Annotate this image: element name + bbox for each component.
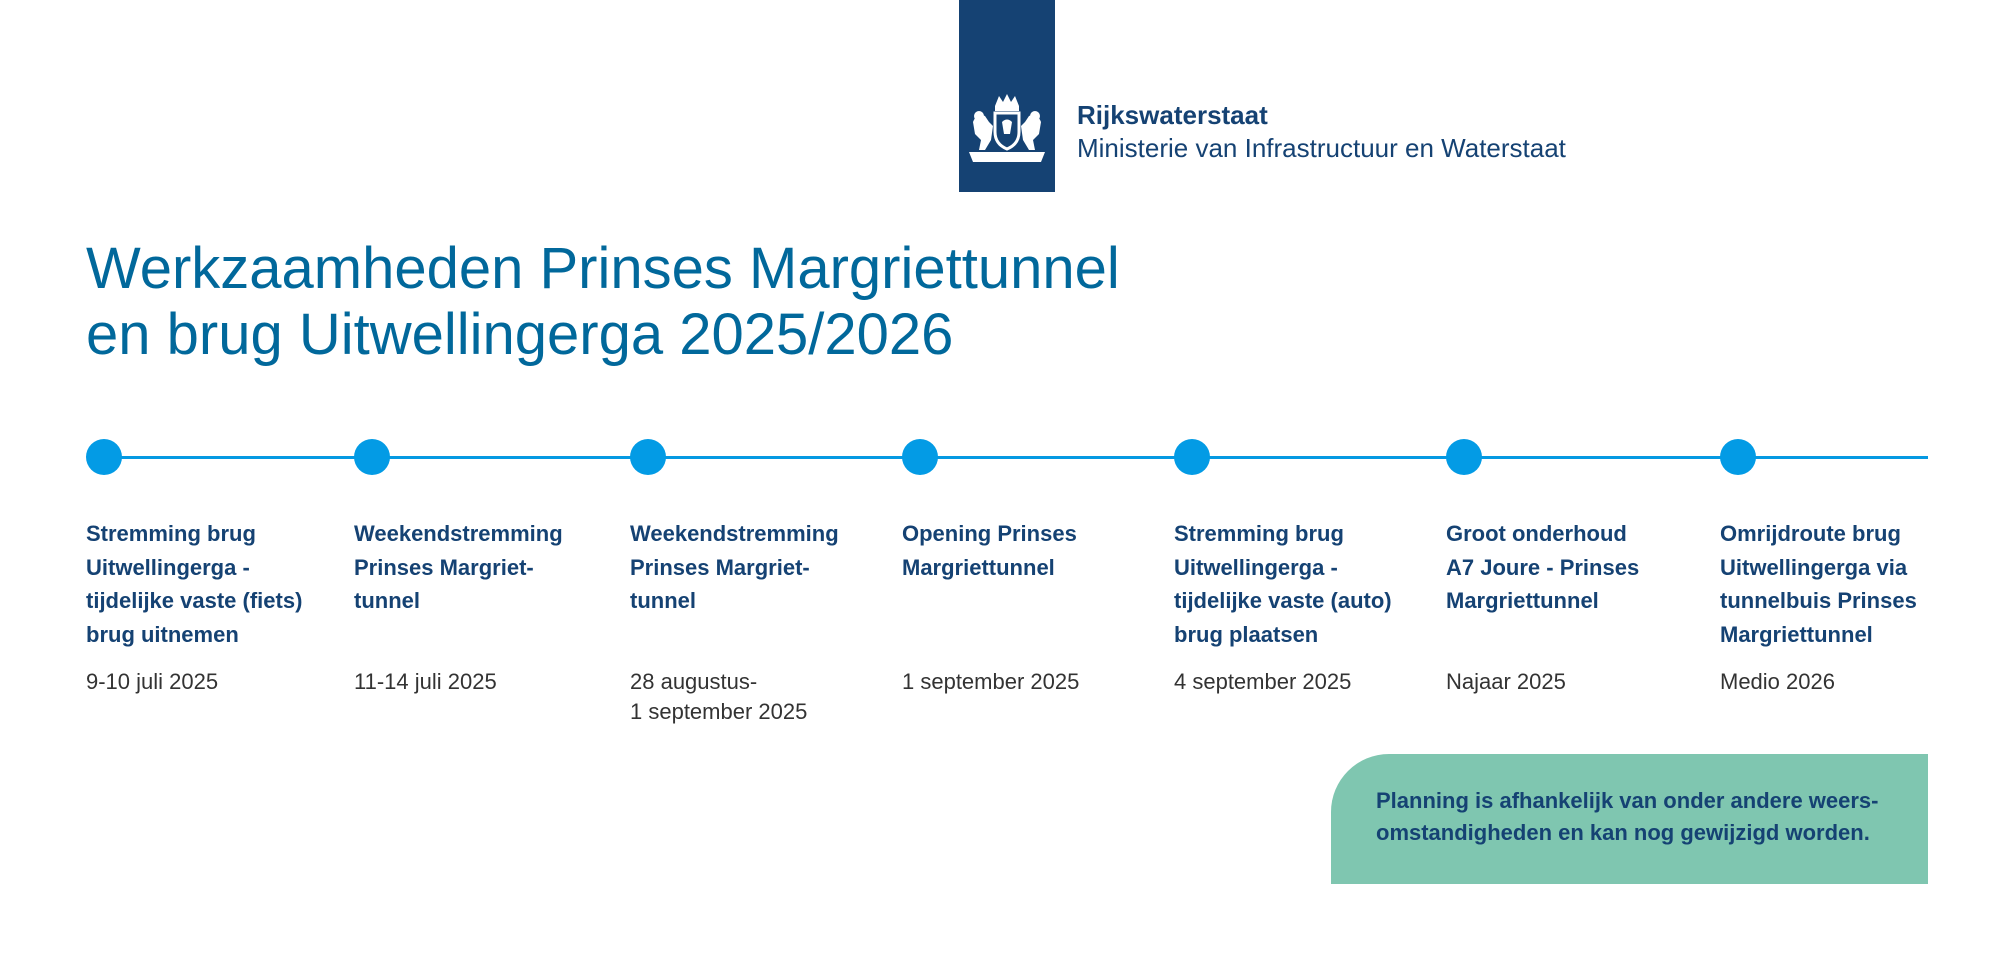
milestone-dot [86,439,122,475]
milestone-date: 4 september 2025 [1174,669,1352,694]
milestone-dot [354,439,390,475]
milestone-date: 1 september 2025 [902,669,1080,694]
milestone-title: Stremming brug Uitwellingerga - tijdelijke vaste (auto) brug plaatsen [1174,521,1392,647]
milestone-date: Najaar 2025 [1446,669,1566,694]
org-name: Rijkswaterstaat [1077,100,1268,130]
milestone-title: Groot onderhoud A7 Joure - Prinses Margriettunnel [1446,521,1640,613]
milestone-dot [1720,439,1756,475]
milestone-date: Medio 2026 [1720,669,1835,694]
milestone-dot [1446,439,1482,475]
milestone-title: Weekendstremming Prinses Margriet- tunnel [354,521,563,613]
title-line-1: Werkzaamheden Prinses Margriettunnel [86,236,1120,301]
milestone-dot [630,439,666,475]
title-line-2: en brug Uitwellingerga 2025/2026 [86,302,954,367]
milestone-dot [1174,439,1210,475]
milestone-date: 28 augustus- 1 september 2025 [630,669,808,724]
milestone-title: Opening Prinses Margriettunnel [902,521,1077,580]
milestone-title: Weekendstremming Prinses Margriet- tunnel [630,521,839,613]
milestone-date: 9-10 juli 2025 [86,669,219,694]
ministry-name: Ministerie van Infrastructuur en Waterstaat [1077,133,1566,163]
milestone-title: Omrijdroute brug Uitwellingerga via tunnelbuis Prinses Margriettunnel [1720,521,1917,647]
milestone-title: Stremming brug Uitwellingerga - tijdelijke vaste (fiets) brug uitnemen [86,521,303,647]
planning-note [1331,754,1928,884]
milestone-dot [902,439,938,475]
milestone-date: 11-14 juli 2025 [354,669,497,694]
planning-note-text: Planning is afhankelijk van onder andere weers- omstandigheden en kan nog gewijzigd worden. [1376,788,1879,845]
